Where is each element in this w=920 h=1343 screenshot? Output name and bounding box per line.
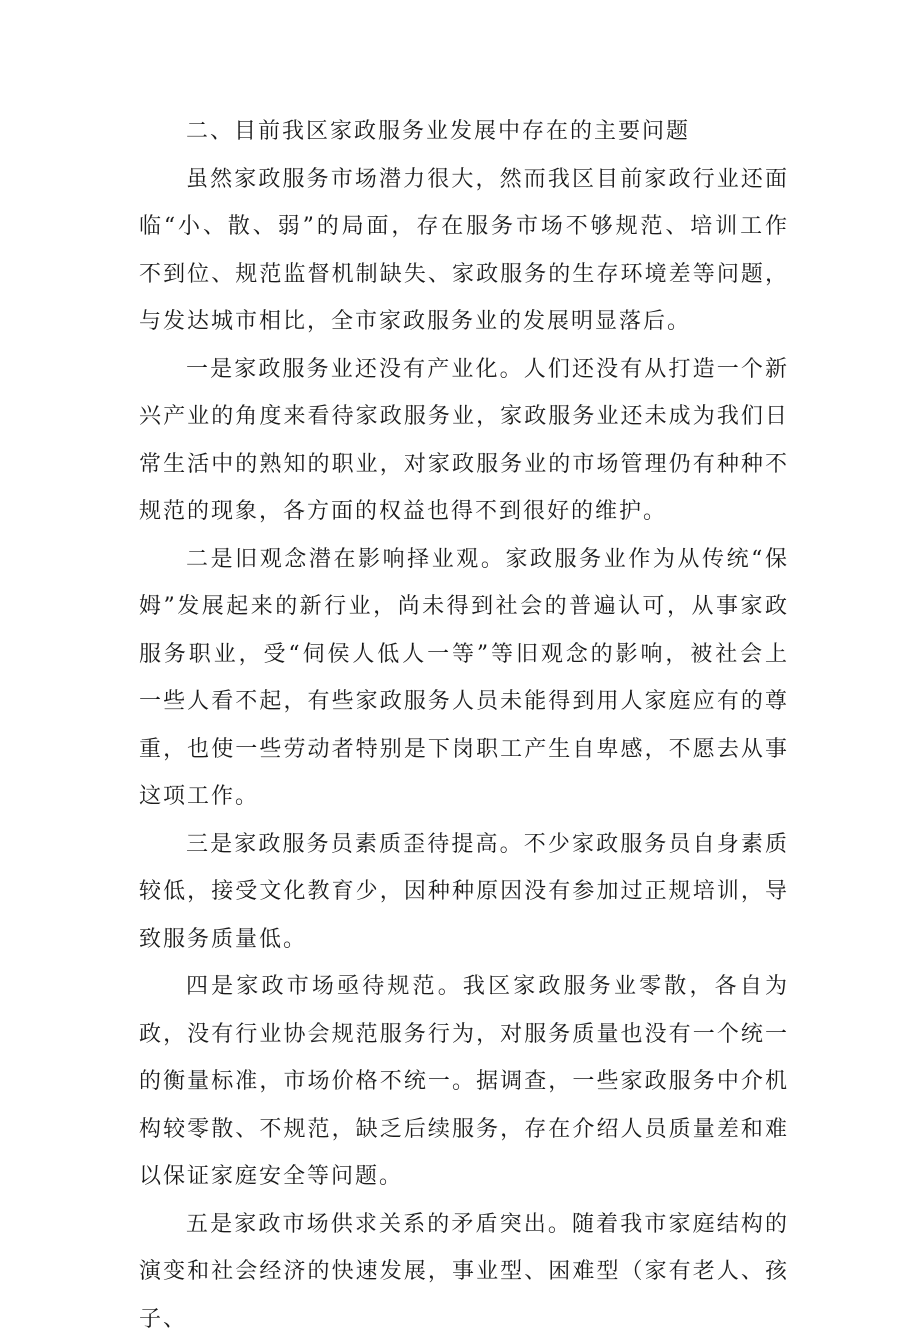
paragraph-point-5: 五是家政市场供求关系的矛盾突出。随着我市家庭结构的演变和社会经济的快速发展，事业型、困难型（家有老人、孩子、	[139, 1201, 789, 1343]
section-heading: 二、目前我区家政服务业发展中存在的主要问题	[139, 108, 789, 156]
paragraph-point-2: 二是旧观念潜在影响择业观。家政服务业作为从传统“保姆”发展起来的新行业，尚未得到社会的普遍认可，从事家政服务职业，受“伺侯人低人一等”等旧观念的影响，被社会上一些人看不起，有些家政服务人员未能得到用人家庭应有的尊重，也使一些劳动者特别是下岗职工产生自卑感，不愿去从事这项工作。	[139, 536, 789, 821]
paragraph-intro: 虽然家政服务市场潜力很大，然而我区目前家政行业还面临“小、散、弱”的局面，存在服务市场不够规范、培训工作不到位、规范监督机制缺失、家政服务的生存环境差等问题，与发达城市相比，全市家政服务业的发展明显落后。	[139, 156, 789, 346]
paragraph-point-3: 三是家政服务员素质歪待提高。不少家政服务员自身素质较低，接受文化教育少，因种种原因没有参加过正规培训，导致服务质量低。	[139, 821, 789, 964]
paragraph-point-1: 一是家政服务业还没有产业化。人们还没有从打造一个新兴产业的角度来看待家政服务业，家政服务业还未成为我们日常生活中的熟知的职业，对家政服务业的市场管理仍有种种不规范的现象，各方面的权益也得不到很好的维护。	[139, 346, 789, 536]
paragraph-point-4: 四是家政市场亟待规范。我区家政服务业零散，各自为政，没有行业协会规范服务行为，对服务质量也没有一个统一的衡量标准，市场价格不统一。据调查，一些家政服务中介机构较零散、不规范，缺乏后续服务，存在介绍人员质量差和难以保证家庭安全等问题。	[139, 963, 789, 1201]
document-body	[139, 108, 789, 1343]
